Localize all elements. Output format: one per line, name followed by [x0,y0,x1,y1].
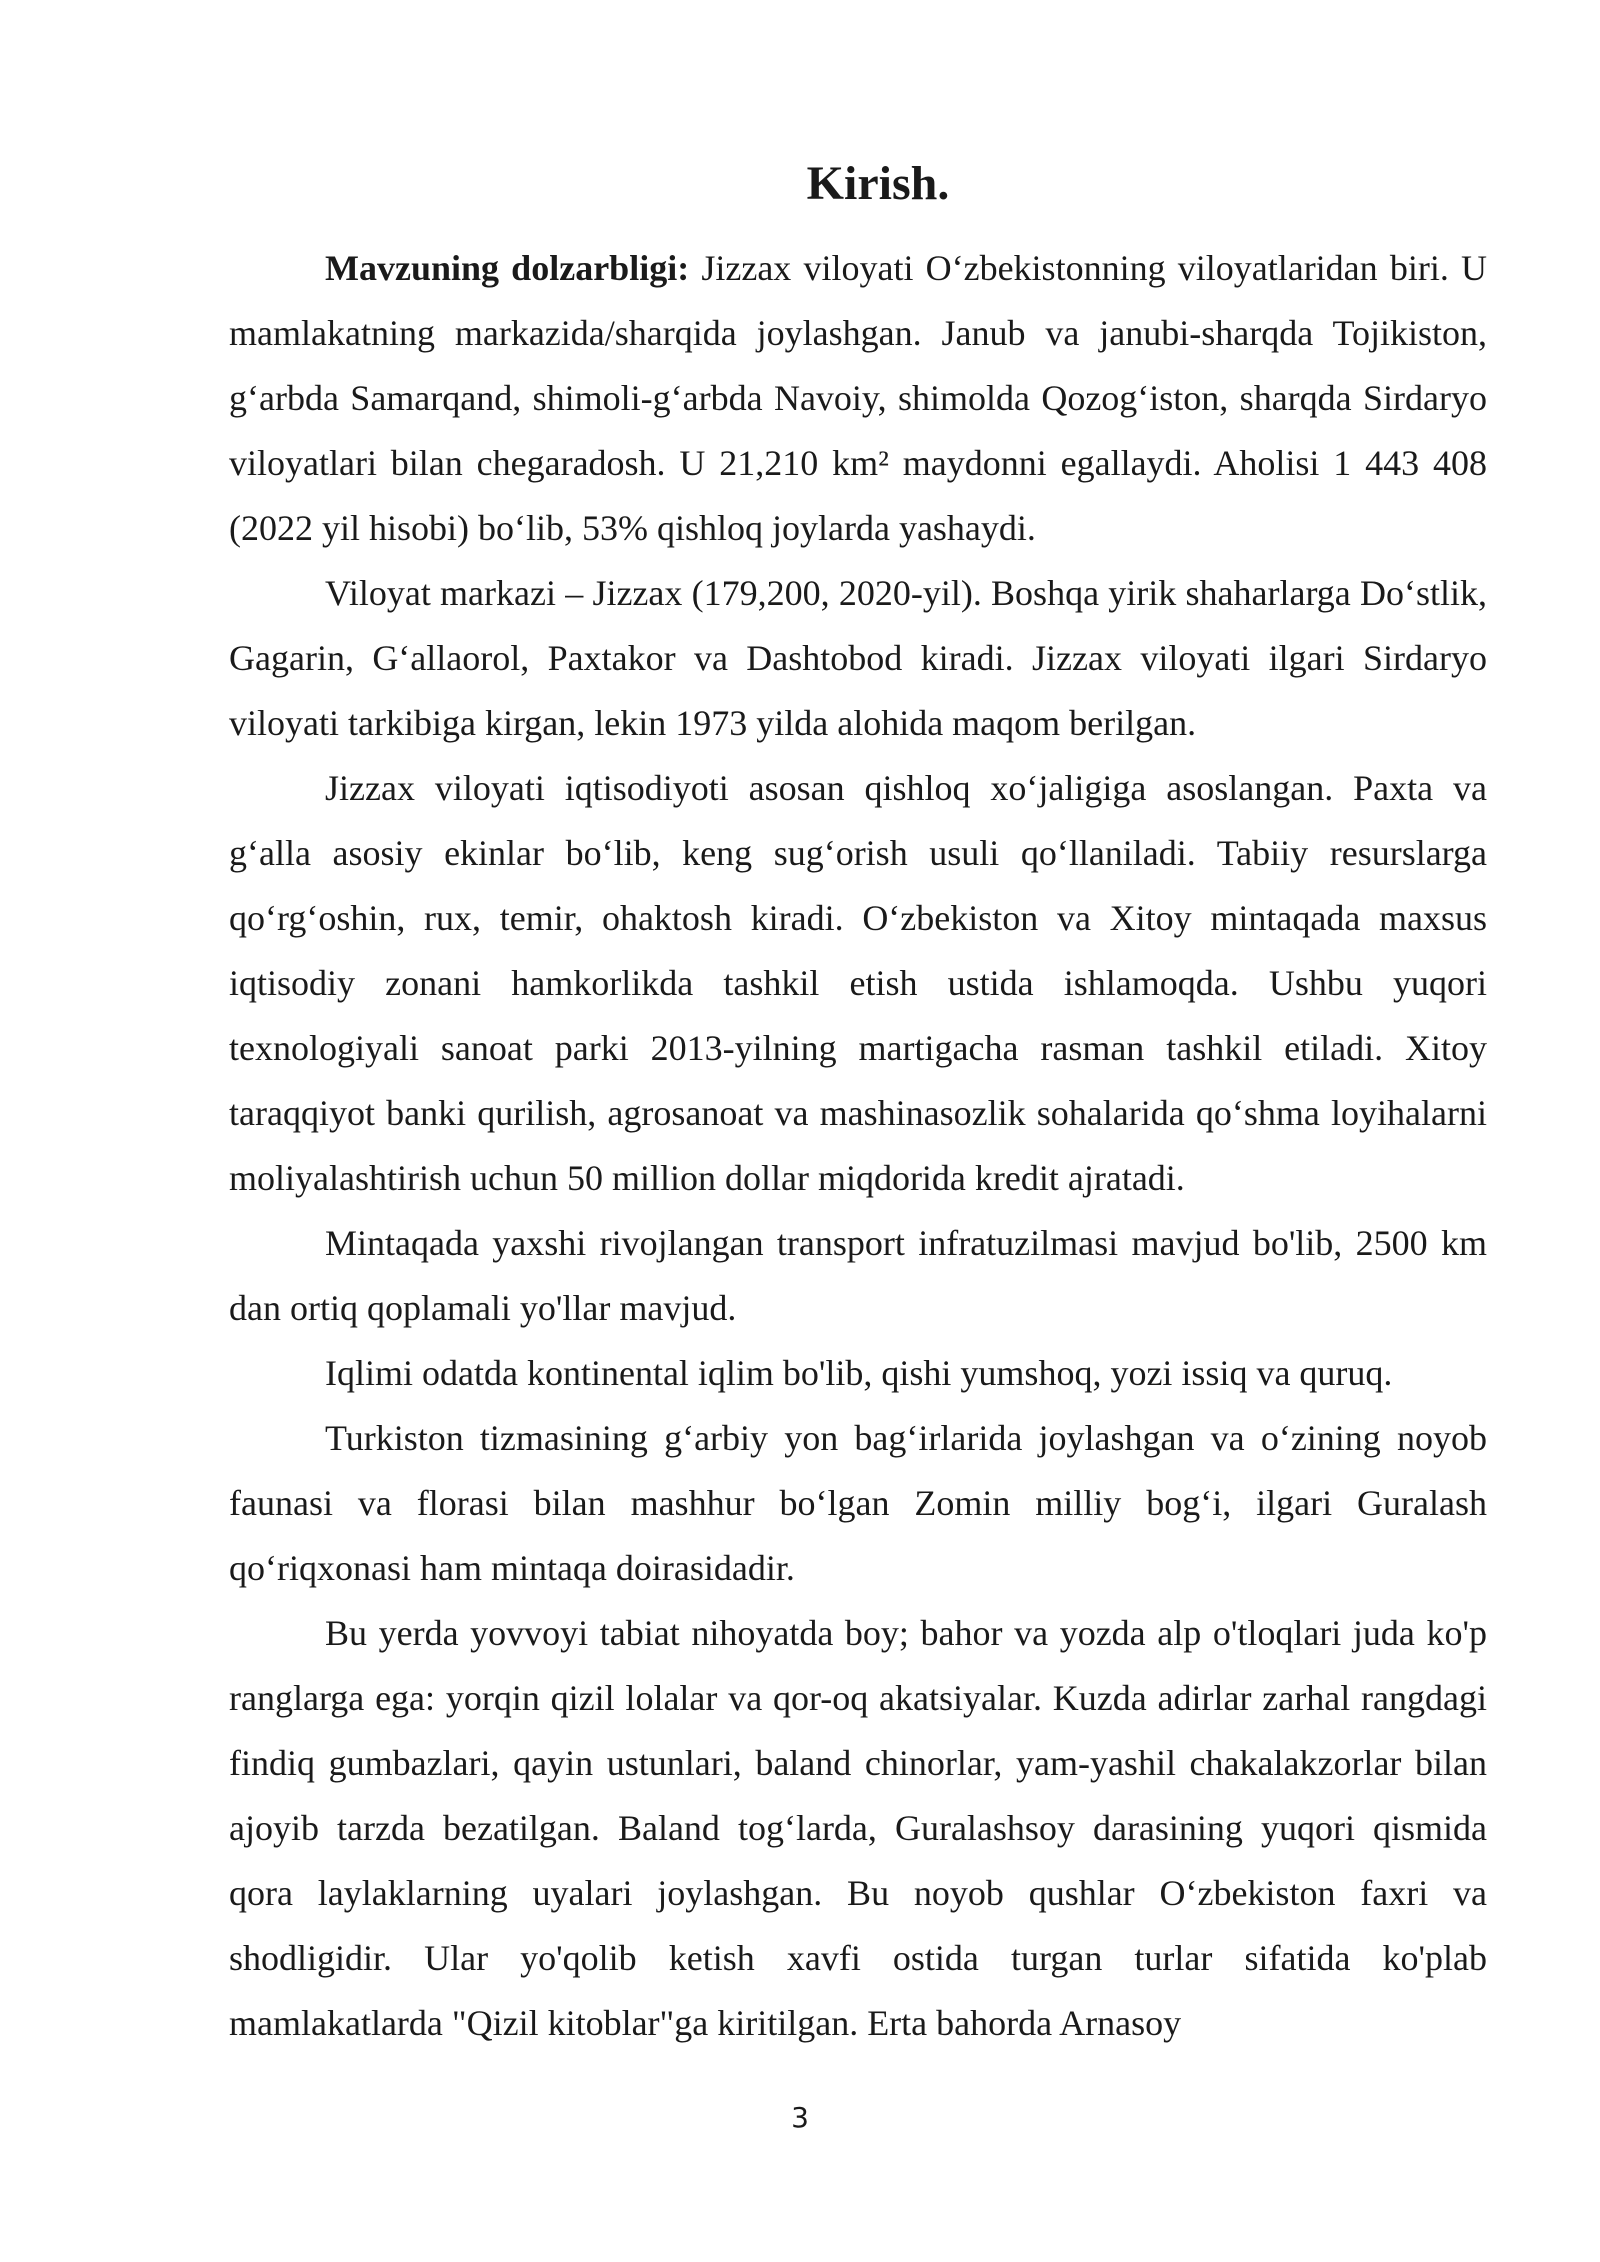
paragraph-center: Viloyat markazi – Jizzax (179,200, 2020-yil). Boshqa yirik shaharlarga Do‘stlik, Gagarin, G‘allaorol, Paxtakor va Dashtobod kiradi. Jizzax viloyati ilgari Sirdaryo viloyati tarkibiga kirgan, lekin 1973 yilda alohida maqom berilgan. [229,573,1487,743]
paragraph-relevance [229,236,1487,561]
paragraph-wildlife: Bu yerda yovvoyi tabiat nihoyatda boy; bahor va yozda alp o'tloqlari juda ko'p ranglarga ega: yorqin qizil lolalar va qor-oq akatsiyalar. Kuzda adirlar zarhal rangdagi findiq gumbazlari, qayin ustunlari, baland chinorlar, yam-yashil chakalakzorlar bilan ajoyib tarzda bezatilgan. Baland tog‘larda, Guralashsoy darasining yuqori qismida qora laylaklarning uyalari joylashgan. Bu noyob qushlar O‘zbekiston faxri va shodligidir. Ular yo'qolib ketish xavfi ostida turgan turlar sifatida ko'plab mamlakatlarda "Qizil kitoblar"ga kiritilgan. Erta bahorda Arnasoy [229,1613,1487,2043]
body-text [229,236,1487,2056]
page-number: 3 [791,2101,809,2134]
paragraph-transport: Mintaqada yaxshi rivojlangan transport infratuzilmasi mavjud bo'lib, 2500 km dan ortiq qoplamali yo'llar mavjud. [229,1223,1487,1328]
paragraph-text: Jizzax viloyati O‘zbekistonning viloyatlaridan biri. U mamlakatning markazida/sharqida joylashgan. Janub va janubi-sharqda Tojikiston, g‘arbda Samarqand, shimoli-g‘arbda Navoiy, shimolda Qozog‘iston, sharqda Sirdaryo viloyatlari bilan chegaradosh. U 21,210 km² maydonni egallaydi. Aholisi 1 443 408 (2022 yil hisobi) bo‘lib, 53% qishloq joylarda yashaydi. [229,248,1487,548]
paragraph-climate: Iqlimi odatda kontinental iqlim bo'lib, qishi yumshoq, yozi issiq va quruq. [325,1353,1393,1393]
paragraph-national-park: Turkiston tizmasining g‘arbiy yon bag‘irlarida joylashgan va o‘zining noyob faunasi va florasi bilan mashhur bo‘lgan Zomin milliy bog‘i, ilgari Guralash qo‘riqxonasi ham mintaqa doirasidadir. [229,1418,1487,1588]
paragraph-lead: Mavzuning dolzarbligi: [325,248,690,288]
paragraph-economy: Jizzax viloyati iqtisodiyoti asosan qishloq xo‘jaligiga asoslangan. Paxta va g‘alla asosiy ekinlar bo‘lib, keng sug‘orish usuli qo‘llaniladi. Tabiiy resurslarga qo‘rg‘oshin, rux, temir, ohaktosh kiradi. O‘zbekiston va Xitoy mintaqada maxsus iqtisodiy zonani hamkorlikda tashkil etish ustida ishlamoqda. Ushbu yuqori texnologiyali sanoat parki 2013-yilning martigacha rasman tashkil etiladi. Xitoy taraqqiyot banki qurilish, agrosanoat va mashinasozlik sohalarida qo‘shma loyihalarni moliyalashtirish uchun 50 million dollar miqdorida kredit ajratadi. [229,768,1487,1198]
page-title: Kirish. [806,157,950,210]
